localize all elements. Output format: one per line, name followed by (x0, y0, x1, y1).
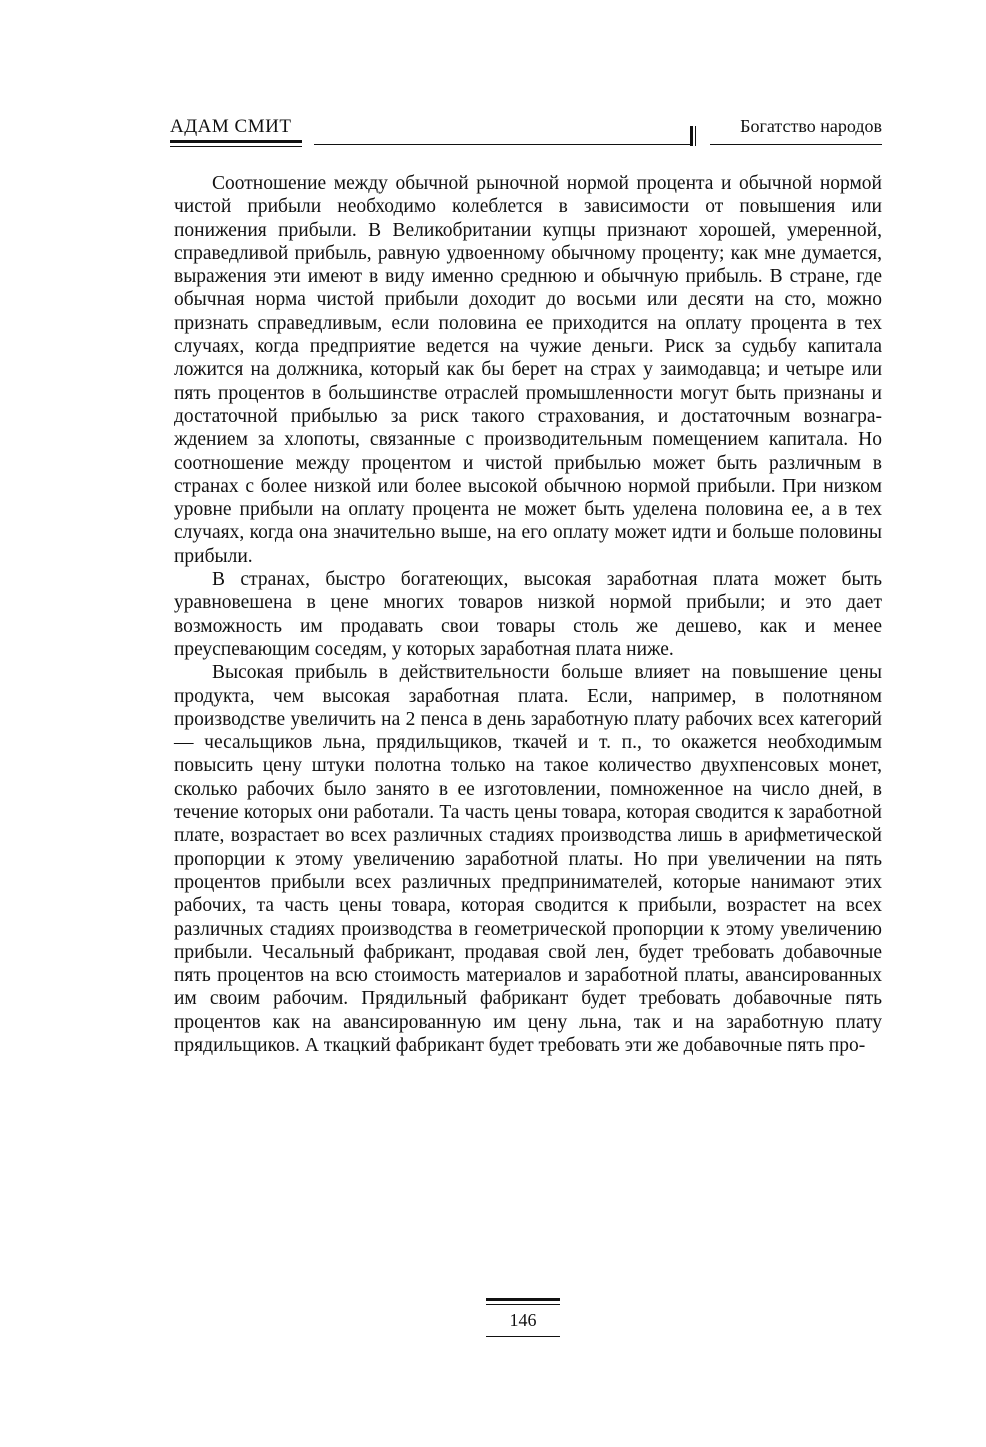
header-rule-right (710, 144, 882, 145)
header-rule-middle (314, 144, 690, 145)
paragraph: Соотношение между обычной рыночной нормой процента и обычной нормой чистой прибыли необходимо колеблется в зависимости от повышения или понижения прибыли. В Великобритании купцы признают хорошей, умеренной, справедливой прибыль, равную удвоенному обычному проценту; как мне думается, выражения эти имеют в виду именно среднюю и обычную прибыль. В стране, где обычная норма чистой прибыли доходит до восьми или десяти на сто, можно признать справедливым, если половина ее приходится на оплату процента в тех случаях, когда предприятие ведется на чужие деньги. Риск за судьбу капитала ложится на должника, который как бы берет на страх у заимодавца; и четыре или пять процентов в большинстве отраслей промышленности могут быть признаны и достаточной прибылью за риск такого страхования, и достаточным вознаграждением за хлопоты, связанные с производительным помещением капитала. Но соотношение между процентом и чистой прибылью может быть различным в странах с более низкой или более высокой обычною нормой прибыли. При низком уровне прибыли на оплату процента не может быть уделена половина ее, а в тех случаях, когда она значительно выше, на его оплату может идти и больше половины прибыли. (174, 173, 882, 567)
header-rule-thin (170, 146, 302, 147)
header-rule-thick (170, 140, 302, 143)
footer-rule-thin (486, 1304, 560, 1305)
paragraph: Высокая прибыль в действительности больше влияет на повышение цены продукта, чем высокая заработная плата. Если, например, в полотняном производстве увеличить на 2 пенса в день заработную плату рабочих всех категорий — чесальщиков льна, прядильщиков, ткачей и т. п., то окажется необходимым повысить цену штуки полотна только на такое количество двухпенсовых монет, сколько рабочих было занято в ее изготовлении, помноженное на число дней, в течение которых они работали. Та часть цены товара, которая сводится к заработной плате, возрастает во всех различных стадиях производства лишь в арифметической пропорции к этому увеличению заработной платы. Но при увеличении на пять процентов прибыли всех различных предпринимателей, которые нанимают этих рабочих, та часть цены товара, которая сводится к прибыли, возрастет на всех различных стадиях производства в геометрической пропорции к этому увеличению прибыли. Чесальный фабрикант, продавая свой лен, будет требовать добавочные пять процентов на всю стоимость материалов и заработной платы, авансированных им своим рабочим. Прядильный фабрикант будет требовать добавочные пять процентов как на авансированную им цену льна, так и на заработную плату прядильщиков. А ткацкий фабрикант будет требовать эти же добавочные пять про- (174, 662, 882, 1056)
footer-rule-bottom (486, 1336, 560, 1337)
header-author: АДАМ СМИТ (170, 116, 292, 137)
running-header (170, 116, 882, 156)
page-footer (486, 1298, 560, 1342)
footer-rule-thick (486, 1298, 560, 1301)
header-ornament (690, 126, 696, 146)
header-book-title: Богатство народов (740, 116, 882, 136)
page-body (174, 172, 882, 1057)
paragraph: В странах, быстро богатеющих, высокая заработная плата может быть уравновешена в цене многих товаров низкой нормой прибыли; и это дает возможность им продавать свои товары столь же дешево, как и менее преуспевающим соседям, у которых заработная плата ниже. (174, 569, 882, 660)
page-number: 146 (509, 1310, 537, 1330)
